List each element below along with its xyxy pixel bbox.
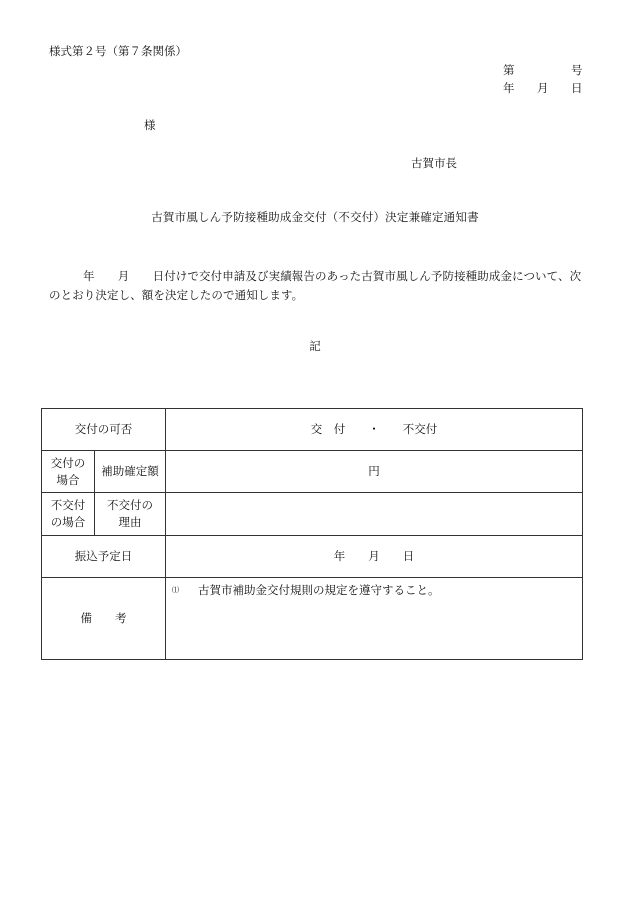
grant-case-label: 交付の場合 xyxy=(42,451,95,493)
table-row xyxy=(42,578,583,660)
transfer-date-value: 年 月 日 xyxy=(166,536,583,578)
form-number: 様式第２号（第７条関係） xyxy=(49,44,187,58)
confirmed-amount-label: 補助確定額 xyxy=(95,451,166,493)
remark-number: ⑴ xyxy=(172,586,179,594)
recipient: 様 xyxy=(144,118,156,132)
non-grant-case-label: 不交付の場合 xyxy=(42,493,95,536)
table-row xyxy=(42,409,583,451)
date-month: 月 xyxy=(537,81,549,95)
issuer: 古賀市長 xyxy=(411,156,457,170)
decision-table xyxy=(41,408,583,660)
document-title: 古賀市風しん予防接種助成金交付（不交付）決定兼確定通知書 xyxy=(151,210,479,224)
confirmed-amount-value: 円 xyxy=(166,451,583,493)
doc-number-suffix: 号 xyxy=(571,63,583,77)
table-row xyxy=(42,493,583,536)
table-row xyxy=(42,536,583,578)
remarks-value xyxy=(166,578,583,660)
doc-number-prefix: 第 xyxy=(503,63,515,77)
transfer-date-label: 振込予定日 xyxy=(42,536,166,578)
body-paragraph: 年 月 日付けで交付申請及び実績報告のあった古賀市風しん予防接種助成金について、次のとおり決定し、額を決定したので通知します。 xyxy=(49,269,582,302)
grant-decision-value: 交 付 ・ 不交付 xyxy=(166,409,583,451)
date-year: 年 xyxy=(503,81,515,95)
grant-decision-label: 交付の可否 xyxy=(42,409,166,451)
remark-text: 古賀市補助金交付規則の規定を遵守すること。 xyxy=(198,583,440,597)
ki-heading: 記 xyxy=(309,339,321,353)
table-row xyxy=(42,451,583,493)
non-grant-reason-value xyxy=(166,493,583,536)
date-day: 日 xyxy=(571,81,583,95)
remarks-label: 備 考 xyxy=(42,578,166,660)
non-grant-reason-label: 不交付の理由 xyxy=(95,493,166,536)
